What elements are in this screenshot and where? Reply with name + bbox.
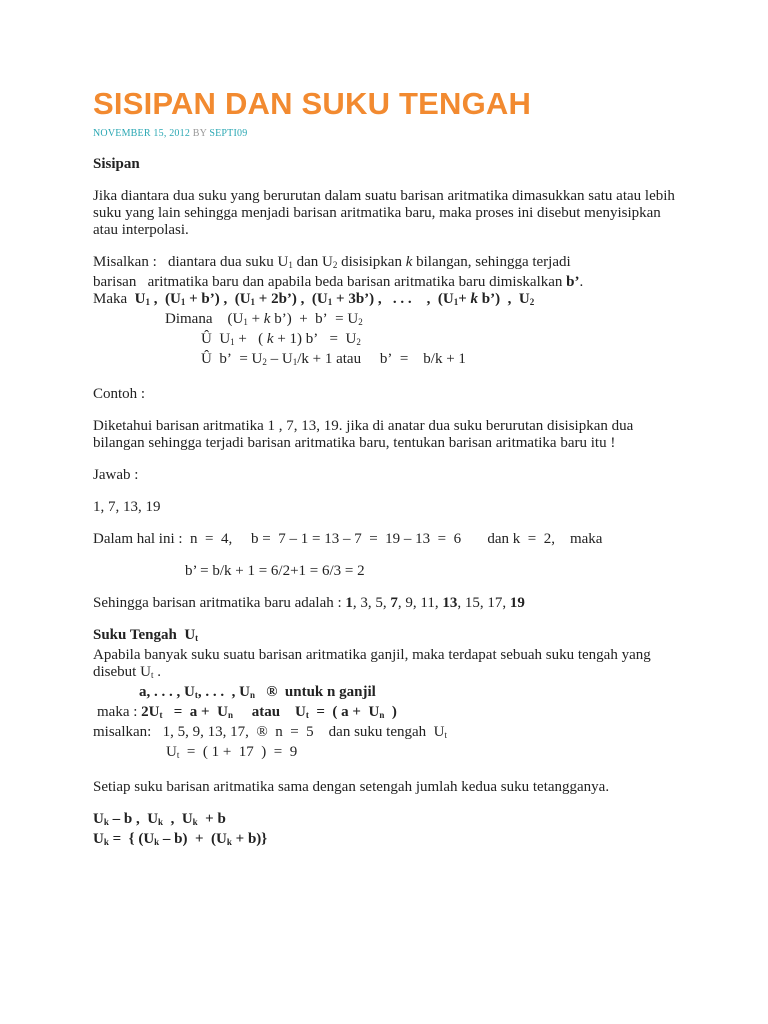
implies-line-2: Û b’ = $U_2 - U_1/k + 1$ atau b’ = b/k + 1 bbox=[201, 351, 466, 367]
article bbox=[93, 86, 683, 851]
sequence-formula: a, . . . , $U_t$, . . . , $U_n$ ® untuk n ganjil bbox=[139, 684, 376, 700]
jawab-label: Jawab : bbox=[93, 467, 139, 483]
suku-tengah-block bbox=[93, 627, 683, 764]
implies-line-1: Û $U_1$ + ( k + 1) b’ = $U_2$ bbox=[201, 331, 361, 347]
misalkan-block bbox=[93, 254, 683, 371]
post-author-link[interactable]: SEPTI09 bbox=[209, 128, 248, 139]
post-date-link[interactable]: NOVEMBER 15, 2012 bbox=[93, 128, 191, 139]
setiap-paragraph: Setiap suku barisan aritmatika sama dengan setengah jumlah kedua suku tetangganya. bbox=[93, 779, 610, 795]
result-prefix: Sehingga barisan aritmatika baru adalah : bbox=[93, 595, 346, 611]
dalam-line: Dalam hal ini : n = 4, b = 7 – 1 = 13 – 7 = 19 – 13 = 6 dan k = 2, maka bbox=[93, 531, 603, 547]
maka-line: Maka $U_1$ , ($U_1$ + b’) , ($U_1$ + 2b’) , ($U_1$ + 3b’) , . . . , ($U_1+ k$ b’) , $U_2$ bbox=[93, 291, 535, 307]
post-by: BY bbox=[190, 128, 210, 139]
sequence-line: 1, 7, 13, 19 bbox=[93, 499, 161, 515]
misalkan-line-2: barisan aritmatika baru dan apabila beda barisan aritmatika baru dimiskalkan b’. bbox=[93, 274, 584, 290]
ut-result: $U_t$ = ( 1 + 17 ) = 9 bbox=[166, 744, 298, 760]
dimana-line: Dimana ($U_1 + k$ b’) + b’ = $U_2$ bbox=[165, 311, 363, 327]
suku-tengah-text: Apabila banyak suku suatu barisan aritmatika ganjil, maka terdapat sebuah suku tengah yang disebut $U_t$ . bbox=[93, 647, 651, 680]
page-title: SISIPAN DAN SUKU TENGAH bbox=[93, 86, 532, 121]
maka-formula: maka : $2U_t = a + U_n$ atau $U_t$ = ( $a + U_n$ ) bbox=[97, 704, 397, 720]
intro-paragraph: Jika diantara dua suku yang berurutan dalam suatu barisan aritmatika dimasukkan satu atau lebih suku yang lain sehingga menjadi barisan aritmatika baru, maka proses ini disebut menyisipkan atau interpolasi. bbox=[93, 188, 675, 238]
neighbors-formula: $U_k$ = { $(U_k - b) + (U_k + b)$} bbox=[93, 831, 268, 847]
neighbors-line: $U_k$ – b , $U_k$ , $U_k + b$ bbox=[93, 811, 226, 827]
contoh-label: Contoh : bbox=[93, 386, 146, 402]
neighbors-block bbox=[93, 811, 683, 851]
result-line: Sehingga barisan aritmatika baru adalah : 1, 3, 5, 7, 9, 11, 13, 15, 17, 19 bbox=[93, 595, 525, 611]
sisipan-heading: Sisipan bbox=[93, 156, 140, 172]
misalkan-example: misalkan: 1, 5, 9, 13, 17, ® n = 5 dan suku tengah $U_t$ bbox=[93, 724, 448, 740]
misalkan-line-1: Misalkan : diantara dua suku $U_1$ dan $U_2$ disisipkan k bilangan, sehingga terjadi bbox=[93, 254, 571, 270]
post-meta bbox=[93, 125, 683, 142]
bprime-line: b’ = b/k + 1 = 6/2+1 = 6/3 = 2 bbox=[185, 563, 365, 579]
suku-tengah-heading: Suku Tengah $U_t$ bbox=[93, 627, 199, 643]
problem-paragraph: Diketahui barisan aritmatika 1 , 7, 13, 19. jika di anatar dua suku berurutan disisipkan dua bilangan sehingga terjadi barisan aritmatika baru, tentukan barisan aritmatika baru itu ! bbox=[93, 418, 634, 451]
